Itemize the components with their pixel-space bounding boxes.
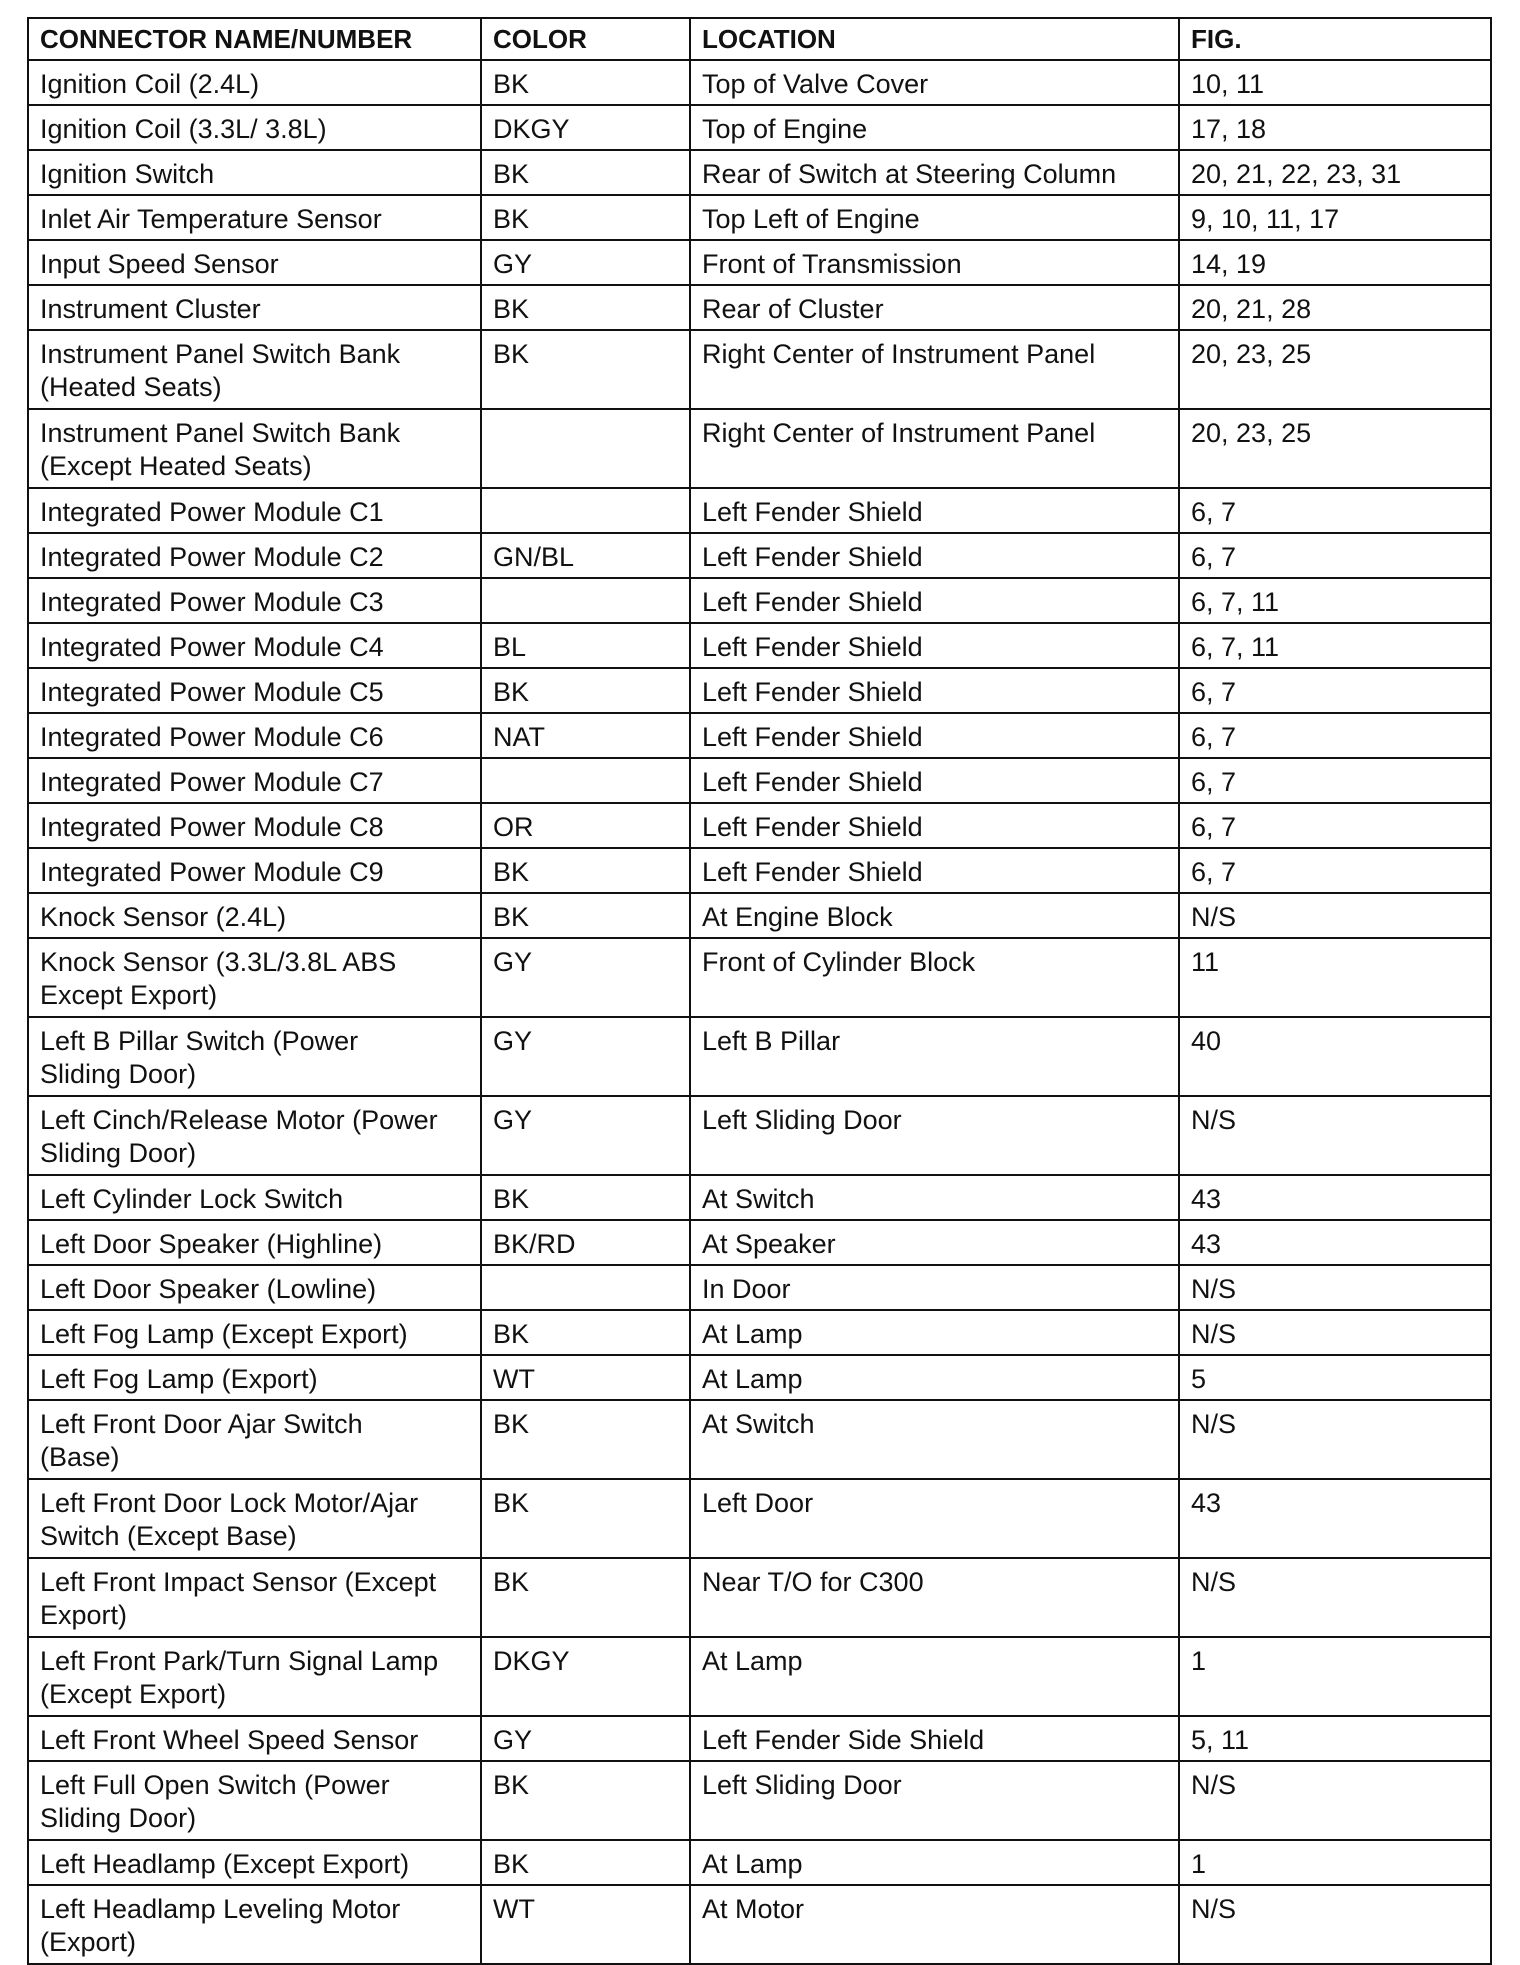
cell-color: BK [481, 285, 690, 330]
connector-name-line: Integrated Power Module C1 [40, 497, 384, 527]
cell-connector-name [28, 578, 481, 623]
cell-connector-name [28, 1885, 481, 1964]
connector-name-line: (Base) [40, 1442, 120, 1472]
cell-location: Left Sliding Door [690, 1096, 1179, 1175]
connector-table-document [27, 17, 1490, 1965]
header-connector-name: CONNECTOR NAME/NUMBER [28, 18, 481, 60]
cell-color: BK [481, 60, 690, 105]
cell-location: Left Fender Shield [690, 578, 1179, 623]
table-row [28, 893, 1491, 938]
connector-name-line: Integrated Power Module C3 [40, 587, 384, 617]
connector-name-line: Knock Sensor (3.3L/3.8L ABS [40, 947, 397, 977]
cell-connector-name [28, 409, 481, 488]
cell-connector-name [28, 1479, 481, 1558]
table-row [28, 713, 1491, 758]
cell-color: BK [481, 1840, 690, 1885]
cell-connector-name [28, 1175, 481, 1220]
connector-name-line: Inlet Air Temperature Sensor [40, 204, 382, 234]
cell-fig: 5, 11 [1179, 1716, 1491, 1761]
table-header-row [28, 18, 1491, 60]
table-row [28, 240, 1491, 285]
cell-location: Left Fender Shield [690, 848, 1179, 893]
table-row [28, 330, 1491, 409]
cell-connector-name [28, 1355, 481, 1400]
cell-connector-name [28, 713, 481, 758]
cell-color: OR [481, 803, 690, 848]
connector-name-line: Left Front Impact Sensor (Except [40, 1567, 437, 1597]
cell-fig: 6, 7 [1179, 533, 1491, 578]
connector-name-line: Left Fog Lamp (Except Export) [40, 1319, 408, 1349]
cell-connector-name [28, 623, 481, 668]
cell-fig: 43 [1179, 1220, 1491, 1265]
table-row [28, 1355, 1491, 1400]
connector-name-line: (Except Heated Seats) [40, 451, 312, 481]
cell-color: GY [481, 240, 690, 285]
connector-name-line: Input Speed Sensor [40, 249, 279, 279]
connector-name-line: Ignition Coil (2.4L) [40, 69, 260, 99]
cell-location: Top of Valve Cover [690, 60, 1179, 105]
cell-connector-name [28, 240, 481, 285]
table-row [28, 60, 1491, 105]
cell-connector-name [28, 758, 481, 803]
table-row [28, 938, 1491, 1017]
connector-name-line: Instrument Panel Switch Bank [40, 339, 401, 369]
cell-fig: N/S [1179, 893, 1491, 938]
cell-color: BK [481, 1558, 690, 1637]
cell-color: GY [481, 938, 690, 1017]
table-row [28, 195, 1491, 240]
connector-name-line: Left Cylinder Lock Switch [40, 1184, 344, 1214]
connector-name-line: Integrated Power Module C2 [40, 542, 384, 572]
table-row [28, 758, 1491, 803]
connector-name-line: Ignition Coil (3.3L/ 3.8L) [40, 114, 327, 144]
table-row [28, 1761, 1491, 1840]
cell-color: BK [481, 330, 690, 409]
cell-color: GY [481, 1096, 690, 1175]
connector-name-line: Knock Sensor (2.4L) [40, 902, 287, 932]
connector-name-line: Integrated Power Module C8 [40, 812, 384, 842]
table-row [28, 1885, 1491, 1964]
cell-color: BK/RD [481, 1220, 690, 1265]
cell-color: WT [481, 1355, 690, 1400]
cell-fig: N/S [1179, 1885, 1491, 1964]
cell-connector-name [28, 1310, 481, 1355]
cell-fig: 43 [1179, 1175, 1491, 1220]
cell-location: Rear of Switch at Steering Column [690, 150, 1179, 195]
cell-fig: 6, 7 [1179, 848, 1491, 893]
table-body [28, 60, 1491, 1964]
connector-name-line: Integrated Power Module C6 [40, 722, 384, 752]
connector-name-line: Left Front Door Lock Motor/Ajar [40, 1488, 419, 1518]
cell-color: BK [481, 1175, 690, 1220]
table-row [28, 285, 1491, 330]
cell-location: Top Left of Engine [690, 195, 1179, 240]
table-row [28, 1558, 1491, 1637]
cell-fig: 6, 7 [1179, 713, 1491, 758]
connector-name-line: Left Door Speaker (Lowline) [40, 1274, 377, 1304]
cell-fig: 5 [1179, 1355, 1491, 1400]
cell-fig: 17, 18 [1179, 105, 1491, 150]
connector-name-line: Export) [40, 1600, 128, 1630]
cell-color: BK [481, 1310, 690, 1355]
cell-color: BK [481, 1479, 690, 1558]
cell-fig: N/S [1179, 1761, 1491, 1840]
cell-connector-name [28, 1265, 481, 1310]
cell-connector-name [28, 938, 481, 1017]
cell-fig: N/S [1179, 1096, 1491, 1175]
cell-location: At Engine Block [690, 893, 1179, 938]
cell-fig: 10, 11 [1179, 60, 1491, 105]
connector-name-line: Left Door Speaker (Highline) [40, 1229, 383, 1259]
cell-connector-name [28, 60, 481, 105]
cell-connector-name [28, 488, 481, 533]
table-row [28, 1175, 1491, 1220]
cell-color [481, 758, 690, 803]
table-row [28, 409, 1491, 488]
cell-connector-name [28, 848, 481, 893]
cell-fig: 6, 7 [1179, 488, 1491, 533]
header-location: LOCATION [690, 18, 1179, 60]
table-row [28, 150, 1491, 195]
connector-table [27, 17, 1492, 1965]
cell-connector-name [28, 285, 481, 330]
cell-fig: 43 [1179, 1479, 1491, 1558]
connector-name-line: Sliding Door) [40, 1803, 197, 1833]
table-row [28, 803, 1491, 848]
table-row [28, 1400, 1491, 1479]
cell-connector-name [28, 1017, 481, 1096]
cell-fig: 6, 7 [1179, 758, 1491, 803]
cell-color: BK [481, 1400, 690, 1479]
cell-location: At Lamp [690, 1310, 1179, 1355]
cell-location: At Motor [690, 1885, 1179, 1964]
cell-fig: 6, 7 [1179, 803, 1491, 848]
cell-location: Left Fender Shield [690, 623, 1179, 668]
cell-connector-name [28, 150, 481, 195]
table-row [28, 1220, 1491, 1265]
cell-connector-name [28, 893, 481, 938]
cell-connector-name [28, 1637, 481, 1716]
table-row [28, 488, 1491, 533]
cell-location: At Switch [690, 1400, 1179, 1479]
connector-name-line: Ignition Switch [40, 159, 215, 189]
connector-name-line: Integrated Power Module C9 [40, 857, 384, 887]
cell-color: BK [481, 668, 690, 713]
cell-location: Top of Engine [690, 105, 1179, 150]
cell-fig: 1 [1179, 1637, 1491, 1716]
cell-location: Left Fender Shield [690, 803, 1179, 848]
cell-location: In Door [690, 1265, 1179, 1310]
cell-location: Near T/O for C300 [690, 1558, 1179, 1637]
table-row [28, 1017, 1491, 1096]
cell-color: BK [481, 893, 690, 938]
table-row [28, 848, 1491, 893]
cell-connector-name [28, 1558, 481, 1637]
table-row [28, 1310, 1491, 1355]
header-color: COLOR [481, 18, 690, 60]
cell-color: DKGY [481, 105, 690, 150]
connector-name-line: Left B Pillar Switch (Power [40, 1026, 359, 1056]
connector-name-line: Except Export) [40, 980, 218, 1010]
table-row [28, 668, 1491, 713]
cell-color: GY [481, 1017, 690, 1096]
cell-color [481, 1265, 690, 1310]
cell-location: Front of Cylinder Block [690, 938, 1179, 1017]
connector-name-line: Sliding Door) [40, 1138, 197, 1168]
cell-fig: 6, 7 [1179, 668, 1491, 713]
cell-fig: 20, 23, 25 [1179, 330, 1491, 409]
cell-connector-name [28, 1220, 481, 1265]
cell-location: At Lamp [690, 1840, 1179, 1885]
cell-location: At Switch [690, 1175, 1179, 1220]
cell-connector-name [28, 1716, 481, 1761]
cell-location: Left Fender Shield [690, 713, 1179, 758]
connector-name-line: Sliding Door) [40, 1059, 197, 1089]
connector-name-line: Left Fog Lamp (Export) [40, 1364, 318, 1394]
cell-connector-name [28, 1096, 481, 1175]
cell-color: GN/BL [481, 533, 690, 578]
cell-fig: N/S [1179, 1310, 1491, 1355]
table-row [28, 1096, 1491, 1175]
cell-connector-name [28, 1840, 481, 1885]
cell-fig: 1 [1179, 1840, 1491, 1885]
cell-color: DKGY [481, 1637, 690, 1716]
table-row [28, 1637, 1491, 1716]
cell-fig: 11 [1179, 938, 1491, 1017]
cell-fig: 14, 19 [1179, 240, 1491, 285]
connector-name-line: Left Headlamp Leveling Motor [40, 1894, 401, 1924]
cell-connector-name [28, 105, 481, 150]
cell-color: BK [481, 1761, 690, 1840]
table-row [28, 1840, 1491, 1885]
cell-fig: N/S [1179, 1558, 1491, 1637]
cell-connector-name [28, 668, 481, 713]
connector-name-line: Left Headlamp (Except Export) [40, 1849, 410, 1879]
cell-connector-name [28, 1400, 481, 1479]
cell-fig: 20, 21, 22, 23, 31 [1179, 150, 1491, 195]
cell-connector-name [28, 1761, 481, 1840]
connector-name-line: Instrument Panel Switch Bank [40, 418, 401, 448]
connector-name-line: Integrated Power Module C5 [40, 677, 384, 707]
table-row [28, 623, 1491, 668]
connector-name-line: (Heated Seats) [40, 372, 222, 402]
cell-fig: 6, 7, 11 [1179, 623, 1491, 668]
table-row [28, 1265, 1491, 1310]
connector-name-line: (Export) [40, 1927, 137, 1957]
cell-fig: N/S [1179, 1400, 1491, 1479]
cell-location: Front of Transmission [690, 240, 1179, 285]
cell-location: Right Center of Instrument Panel [690, 330, 1179, 409]
cell-color [481, 488, 690, 533]
connector-name-line: Instrument Cluster [40, 294, 261, 324]
cell-fig: N/S [1179, 1265, 1491, 1310]
cell-color: BK [481, 195, 690, 240]
cell-color: BK [481, 848, 690, 893]
connector-name-line: Left Front Door Ajar Switch [40, 1409, 363, 1439]
cell-color: BK [481, 150, 690, 195]
connector-name-line: (Except Export) [40, 1679, 227, 1709]
cell-fig: 6, 7, 11 [1179, 578, 1491, 623]
connector-name-line: Left Full Open Switch (Power [40, 1770, 390, 1800]
connector-name-line: Left Front Park/Turn Signal Lamp [40, 1646, 439, 1676]
connector-name-line: Left Cinch/Release Motor (Power [40, 1105, 438, 1135]
connector-name-line: Left Front Wheel Speed Sensor [40, 1725, 419, 1755]
table-row [28, 533, 1491, 578]
connector-name-line: Integrated Power Module C4 [40, 632, 384, 662]
table-row [28, 1479, 1491, 1558]
cell-location: At Speaker [690, 1220, 1179, 1265]
cell-color: NAT [481, 713, 690, 758]
cell-color: GY [481, 1716, 690, 1761]
cell-fig: 40 [1179, 1017, 1491, 1096]
cell-location: Left Sliding Door [690, 1761, 1179, 1840]
connector-name-line: Integrated Power Module C7 [40, 767, 384, 797]
cell-color: WT [481, 1885, 690, 1964]
cell-connector-name [28, 533, 481, 578]
cell-location: Right Center of Instrument Panel [690, 409, 1179, 488]
cell-location: At Lamp [690, 1637, 1179, 1716]
cell-connector-name [28, 330, 481, 409]
cell-location: Left Door [690, 1479, 1179, 1558]
cell-color [481, 409, 690, 488]
cell-location: Left Fender Side Shield [690, 1716, 1179, 1761]
cell-fig: 20, 21, 28 [1179, 285, 1491, 330]
cell-location: Left B Pillar [690, 1017, 1179, 1096]
cell-location: Left Fender Shield [690, 758, 1179, 803]
cell-connector-name [28, 803, 481, 848]
connector-name-line: Switch (Except Base) [40, 1521, 297, 1551]
cell-color [481, 578, 690, 623]
cell-color: BL [481, 623, 690, 668]
table-row [28, 1716, 1491, 1761]
cell-location: Rear of Cluster [690, 285, 1179, 330]
cell-fig: 9, 10, 11, 17 [1179, 195, 1491, 240]
cell-location: At Lamp [690, 1355, 1179, 1400]
header-fig: FIG. [1179, 18, 1491, 60]
table-row [28, 105, 1491, 150]
cell-location: Left Fender Shield [690, 488, 1179, 533]
cell-connector-name [28, 195, 481, 240]
cell-location: Left Fender Shield [690, 533, 1179, 578]
cell-fig: 20, 23, 25 [1179, 409, 1491, 488]
table-row [28, 578, 1491, 623]
cell-location: Left Fender Shield [690, 668, 1179, 713]
